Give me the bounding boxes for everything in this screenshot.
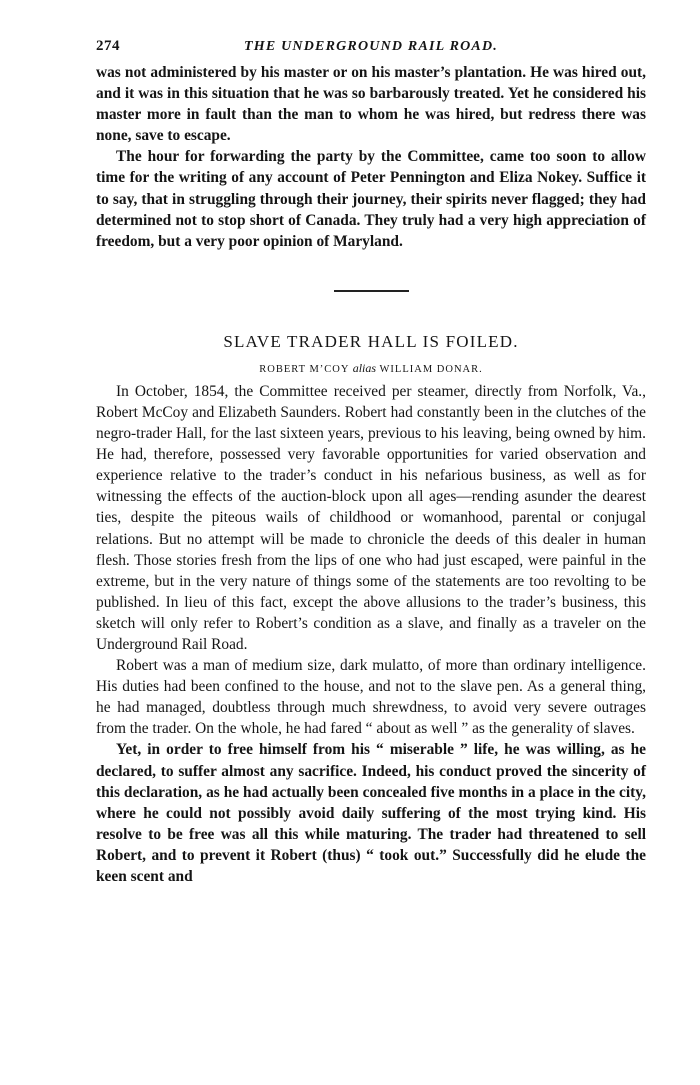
page-number: 274 — [96, 38, 120, 54]
section-byline — [96, 361, 646, 376]
byline-alias: alias — [352, 360, 377, 375]
running-title: THE UNDERGROUND RAIL ROAD. — [244, 39, 498, 54]
book-page — [96, 38, 646, 887]
paragraph-continued: was not administered by his master or on his master’s plantation. He was hired out, and it was in this situation that he was so barbarously treated. Yet he considered his master more in fault than the man to whom he was hired, but redress there was none, save to escape. — [96, 64, 646, 145]
byline-name: ROBERT M’COY — [259, 363, 350, 375]
section-divider — [334, 290, 409, 292]
paragraph-mccoy-arrival: In October, 1854, the Committee received per steamer, directly from Norfolk, Va., Robert McCoy and Elizabeth Saunders. Robert had constantly been in the clutches of the negro-trader Hall, for the last sixteen years, previous to his leaving, being owned by him. He had, therefore, possessed very favorable opportunities for varied observation and experience relative to the trader’s conduct in his nefarious business, as well as for witnessing the effects of the auction-block upon all ages—rending asunder the dearest ties, despite the piteous wails of childhood or womanhood, parental or conjugal relations. But no attempt will be made to chronicle the deeds of this dealer in human flesh. Those stories fresh from the lips of one who had just escaped, were painful in the extreme, but in the very nature of things some of the statements are too revolting to be published. In lieu of this fact, except the above allusions to the trader’s business, this sketch will only refer to Robert’s condition as a slave, and finally as a traveler on the Underground Rail Road. — [96, 382, 646, 653]
section-title: SLAVE TRADER HALL IS FOILED. — [223, 331, 519, 351]
paragraph-robert-description: Robert was a man of medium size, dark mulatto, of more than ordinary intelligence. His duties had been confined to the house, and not to the slave pen. As a general thing, he had managed, doubtless through much shrewdness, to avoid very severe outrages from the trader. On the whole, he had fared “ about as well ” as the generality of slaves. — [96, 657, 646, 738]
paragraph-freedom-resolve: Yet, in order to free himself from his “ miserable ” life, he was willing, as he declared, to suffer almost any sacrifice. Indeed, his conduct proved the sincerity of this declaration, as he had actually been concealed five months in a place in the city, where he could not possibly avoid daily suffering of the most trying kind. His resolve to be free was all this while maturing. The trader had threatened to sell Robert, and to prevent it Robert (thus) “ took out.” Successfully did he elude the keen scent and — [96, 741, 646, 885]
running-header — [96, 38, 646, 62]
byline-alt-name: WILLIAM DONAR. — [379, 363, 483, 375]
paragraph-party-forwarding: The hour for forwarding the party by the Committee, came too soon to allow time for the writing of any account of Peter Pennington and Eliza Nokey. Suffice it to say, that in struggling through their journey, their spirits never flagged; they had determined not to stop short of Canada. They truly had a very high appreciation of freedom, but a very poor opinion of Maryland. — [96, 148, 646, 250]
